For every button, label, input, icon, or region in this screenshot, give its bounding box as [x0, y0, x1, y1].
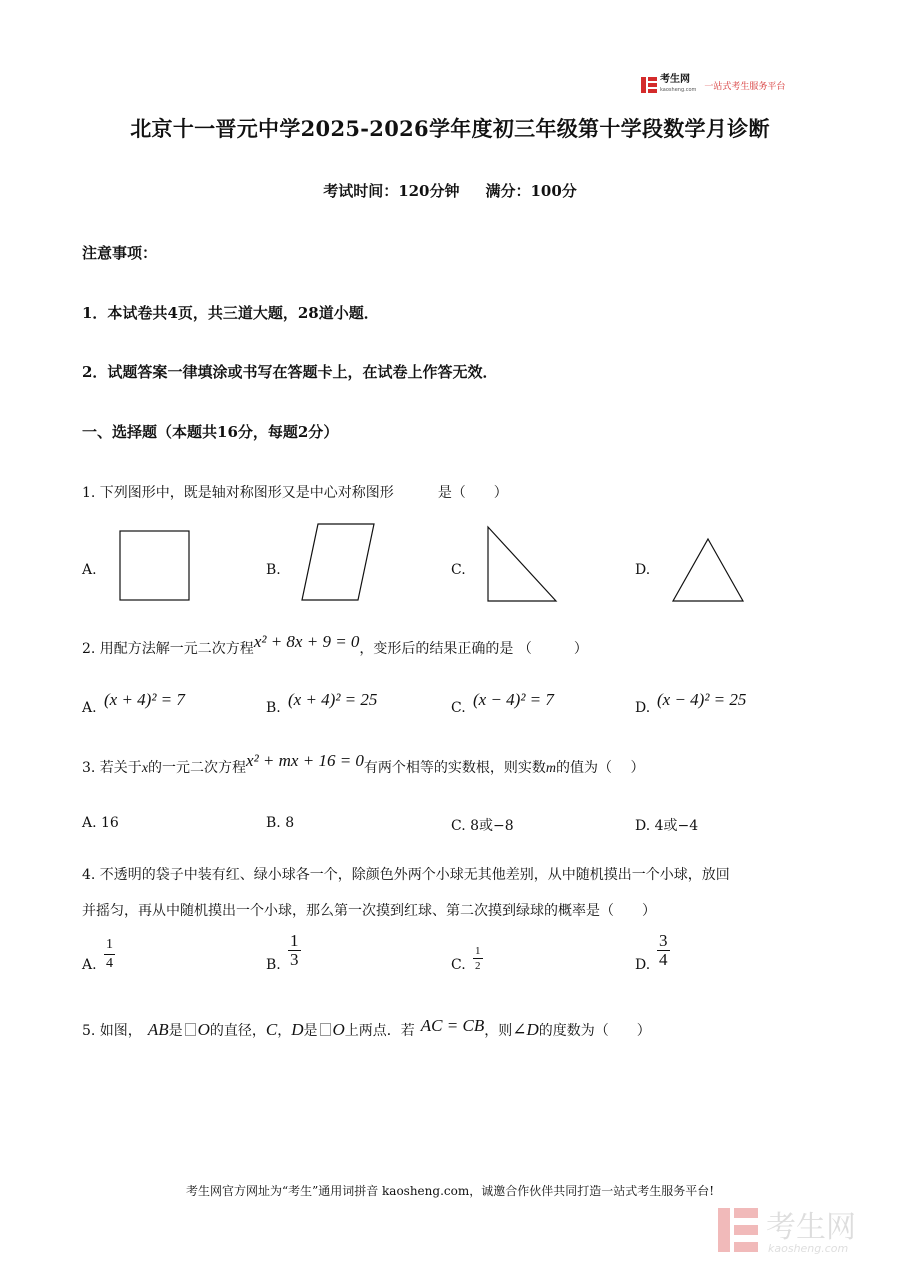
equilateral-triangle-shape [670, 536, 746, 604]
q4-label-b: B. [266, 957, 281, 973]
question-4-line-1: 4. 不透明的袋子中装有红、绿小球各一个，除颜色外两个小球无其他差别，从中随机摸出一个小球，放回 [82, 867, 730, 883]
kaosheng-logo-icon [641, 76, 657, 94]
q3-option-d: D. 4或−4 [635, 818, 699, 834]
q3-equation: x² + mx + 16 = 0 [246, 751, 364, 770]
q2-option-d: (x − 4)² = 25 [657, 690, 747, 709]
watermark-logo [716, 1202, 886, 1258]
q4-option-d: $\frac{3}{4}$ [659, 931, 668, 969]
parallelogram-shape [300, 522, 376, 602]
exam-score: 满分：100分 [485, 182, 577, 200]
q2-label-d: D. [635, 700, 651, 716]
logo-slogan: 一站式考生服务平台 [704, 81, 786, 92]
q2-option-b: (x + 4)² = 25 [288, 690, 378, 709]
question-1: 1. 下列图形中，既是轴对称图形又是中心对称图形 是（ ） [82, 485, 508, 501]
q2-label-c: C. [451, 700, 466, 716]
exam-title: 北京十一晋元中学2025-2026学年度初三年级第十学段数学月诊断 [130, 116, 770, 141]
question-4-line-2: 并摇匀，再从中随机摸出一个小球，那么第一次摸到红球、第二次摸到绿球的概率是（ ） [82, 903, 656, 919]
q1-label-c: C. [451, 562, 466, 578]
arc-equation: AC = CB [420, 1016, 485, 1035]
question-3: 3. 若关于x的一元二次方程x² + mx + 16 = 0有两个相等的实数根，则实数m的值为（ ） [82, 751, 645, 776]
notes-heading: 注意事项： [82, 244, 158, 262]
q4-option-b: $\frac{1}{3}$ [290, 931, 299, 969]
section-heading: 一、选择题（本题共16分，每题2分） [82, 423, 339, 441]
q2-option-a: (x + 4)² = 7 [104, 690, 185, 709]
q4-option-c: $\frac{1}{2}$ [475, 945, 481, 972]
header-logo [641, 74, 811, 96]
q2-label-b: B. [266, 700, 281, 716]
footer-text: 考生网官方网址为“考生”通用词拼音 kaosheng.com，诚邀合作伙伴共同打造一站式考生服务平台! [185, 1184, 715, 1198]
q2-equation: x² + 8x + 9 = 0 [253, 632, 360, 651]
watermark-name: 考生网 [766, 1210, 856, 1245]
circle-symbol [185, 1023, 196, 1036]
q4-label-c: C. [451, 957, 466, 973]
note-item-2: 2．试题答案一律填涂或书写在答题卡上，在试卷上作答无效． [82, 363, 498, 381]
q1-label-b: B. [266, 562, 281, 578]
note-item-1: 1．本试卷共4页，共三道大题，28道小题． [82, 304, 379, 322]
watermark-domain: kaosheng.com [768, 1242, 849, 1255]
exam-time: 考试时间：120分钟 [323, 182, 460, 200]
right-triangle-shape [486, 525, 560, 603]
q4-option-a: $\frac{1}{4}$ [106, 937, 113, 971]
square-shape [118, 529, 192, 603]
question-2: 2. 用配方法解一元二次方程x² + 8x + 9 = 0，变形后的结果正确的是 （ ） [82, 632, 588, 657]
q1-label-d: D. [635, 562, 651, 578]
question-5: 5. 如图， AB是 O的直径，C，D是 O上两点．若 AC = CB，则∠D的度数为（ ） [82, 1016, 651, 1039]
q4-label-d: D. [635, 957, 651, 973]
q2-label-a: A. [82, 700, 97, 716]
q3-option-b: B. 8 [266, 815, 295, 831]
q2-option-c: (x − 4)² = 7 [473, 690, 554, 709]
exam-info [0, 180, 900, 201]
logo-text: 考生网 kaosheng.com [660, 74, 697, 93]
q3-option-a: A. 16 [82, 815, 119, 831]
circle-symbol [320, 1023, 331, 1036]
q4-label-a: A. [82, 957, 97, 973]
q1-label-a: A. [82, 562, 97, 578]
q3-option-c: C. 8或−8 [451, 818, 514, 834]
